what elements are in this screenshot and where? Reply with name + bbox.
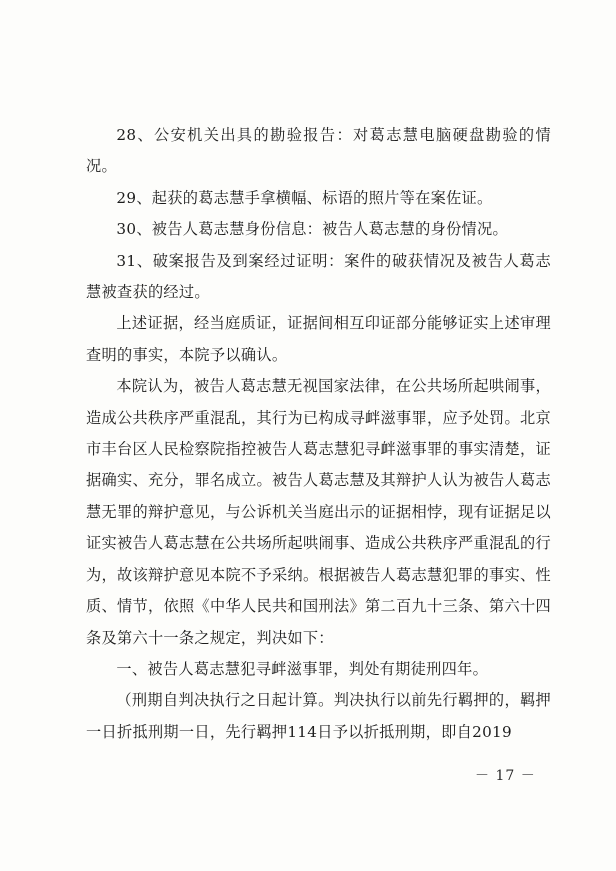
evidence-item-28: 28、公安机关出具的勘验报告：对葛志慧电脑硬盘勘验的情况。 [86, 126, 551, 176]
evidence-item-31: 31、破案报告及到案经过证明：案件的破获情况及被告人葛志慧被查获的经过。 [86, 251, 551, 302]
court-opinion-paragraph: 本院认为，被告人葛志慧无视国家法律，在公共场所起哄闹事，造成公共秩序严重混乱，其行为已构成寻衅滋事罪，应予处罚。北京市丰台区人民检察院指控被告人葛志慧犯寻衅滋事罪的事实清楚，证据确实、充分，罪名成立。被告人葛志慧及其辩护人认为被告人葛志慧无罪的辩护意见，与公诉机关当庭出示的证据相悖，现有证据足以证实被告人葛志慧在公共场所起哄闹事、造成公共秩序严重混乱的行为，故该辩护意见本院不予采纳。根据被告人葛志慧犯罪的事实、性质、情节，依照《中华人民共和国刑法》第二百九十三条、第六十四条及第六十一条之规定，判决如下： [86, 377, 551, 647]
evidence-confirmation-paragraph: 上述证据，经当庭质证，证据间相互印证部分能够证实上述审理查明的事实，本院予以确认。 [86, 314, 551, 364]
judgment-body [86, 120, 551, 748]
sentence-term-paragraph: （刑期自判决执行之日起计算。判决执行以前先行羁押的，羁押一日折抵刑期一日，先行羁押114日予以折抵刑期，即自2019 [86, 691, 551, 741]
evidence-item-29: 29、起获的葛志慧手拿横幅、标语的照片等在案佐证。 [116, 188, 493, 207]
page-number: － 17 － [475, 768, 536, 784]
evidence-item-30: 30、被告人葛志慧身份信息：被告人葛志慧的身份情况。 [116, 220, 509, 239]
verdict-item-1: 一、被告人葛志慧犯寻衅滋事罪，判处有期徒刑四年。 [116, 659, 489, 678]
